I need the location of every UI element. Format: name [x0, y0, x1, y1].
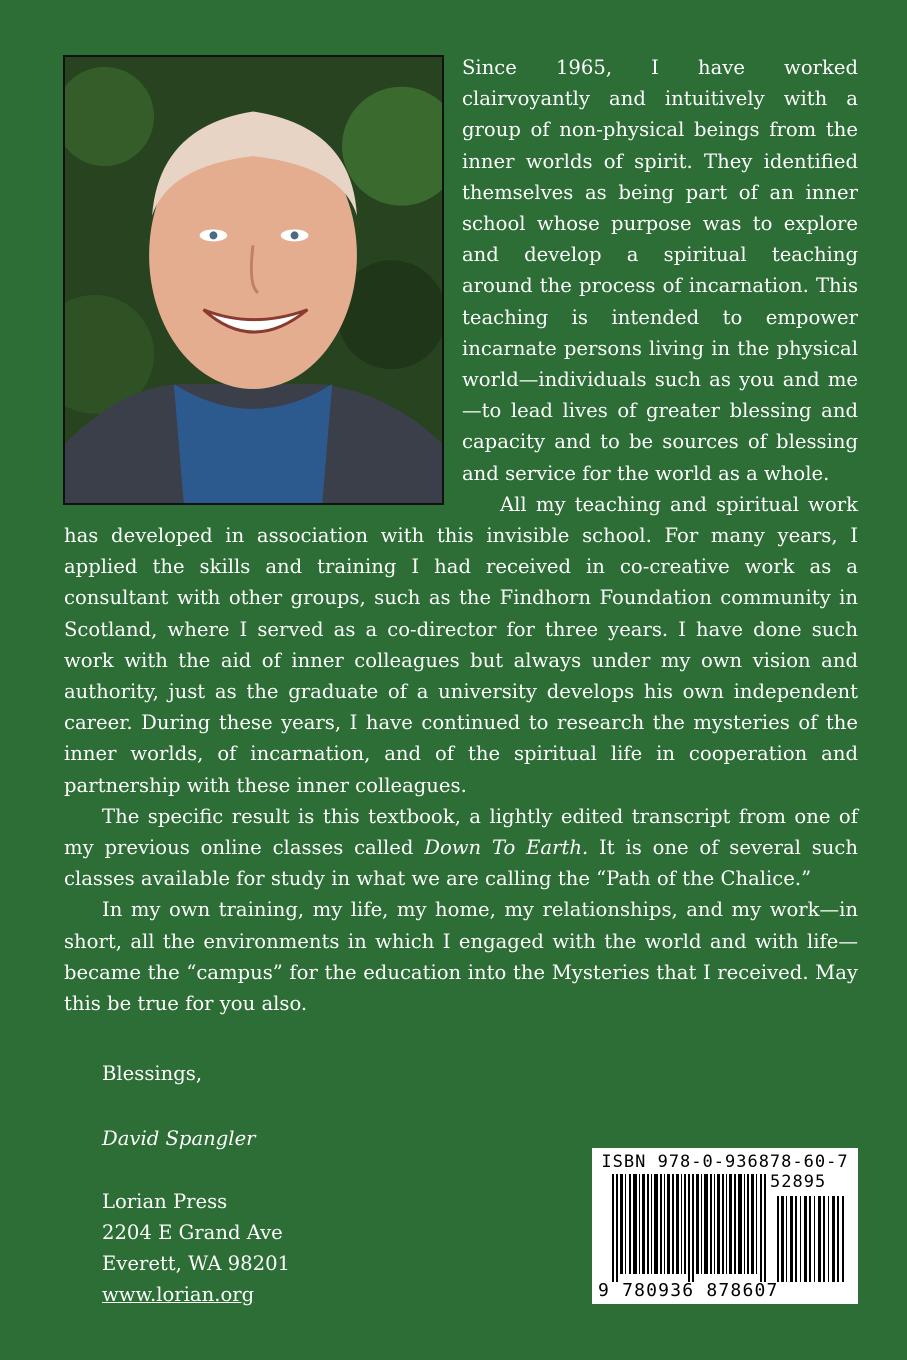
- biography-text: [64, 52, 858, 1019]
- bio-paragraph-2: All my teaching and spiritual work has developed in association with this invisible school. For many years, I applied the skills and training I had received in co-creative work as a consultant with other groups, such as the Findhorn Foundation community in Scotland, where I served as a co-director for three years. I have done such work with the aid of inner colleagues but always under my own vision and authority, just as the graduate of a university develops his own independent career. During these years, I have continued to research the mysteries of the inner worlds, of incarnation, and of the spiritual life in cooperation and partnership with these inner colleagues.: [64, 492, 858, 797]
- signoff-block: [102, 1058, 290, 1310]
- author-signature: David Spangler: [102, 1127, 256, 1150]
- price-code: 52895: [770, 1172, 827, 1192]
- greeting: Blessings,: [102, 1062, 203, 1085]
- main-barcode-bars: [612, 1174, 770, 1282]
- publisher-address-line-1: 2204 E Grand Ave: [102, 1221, 283, 1244]
- book-title: Down To Earth.: [424, 836, 589, 860]
- ean-digits: 9 780936 878607: [598, 1280, 779, 1301]
- publisher-website-link[interactable]: www.lorian.org: [102, 1283, 255, 1306]
- isbn-label: ISBN 978-0-936878-60-7: [601, 1152, 849, 1172]
- price-barcode-bars: [777, 1196, 847, 1282]
- bio-paragraph-4: In my own training, my life, my home, my relationships, and my work—in short, all the environments in which I engaged with the world and with life—became the “campus” for the education into the Mysteries that I received. May this be true for you also.: [64, 898, 858, 1016]
- isbn-barcode: [592, 1148, 858, 1304]
- bio-paragraph-3: The specific result is this textbook, a lightly edited transcript from one of my previous online classes called Down To Earth. It is one of several such classes available for study in what we are calling the “Path of the Chalice.”: [64, 804, 858, 891]
- publisher-address-line-2: Everett, WA 98201: [102, 1252, 291, 1275]
- bio-paragraph-1: Since 1965, I have worked clairvoyantly and intuitively with a group of non-physical beings from the inner worlds of spirit. They identified themselves as being part of an inner school whose purpose was to explore and develop a spiritual teaching around the process of incarnation. This teaching is intended to empower incarnate persons living in the physical world—individuals such as you and me—to lead lives of greater blessing and capacity and to be sources of blessing and service for the world as a whole.: [462, 56, 858, 485]
- publisher-name: Lorian Press: [102, 1190, 228, 1213]
